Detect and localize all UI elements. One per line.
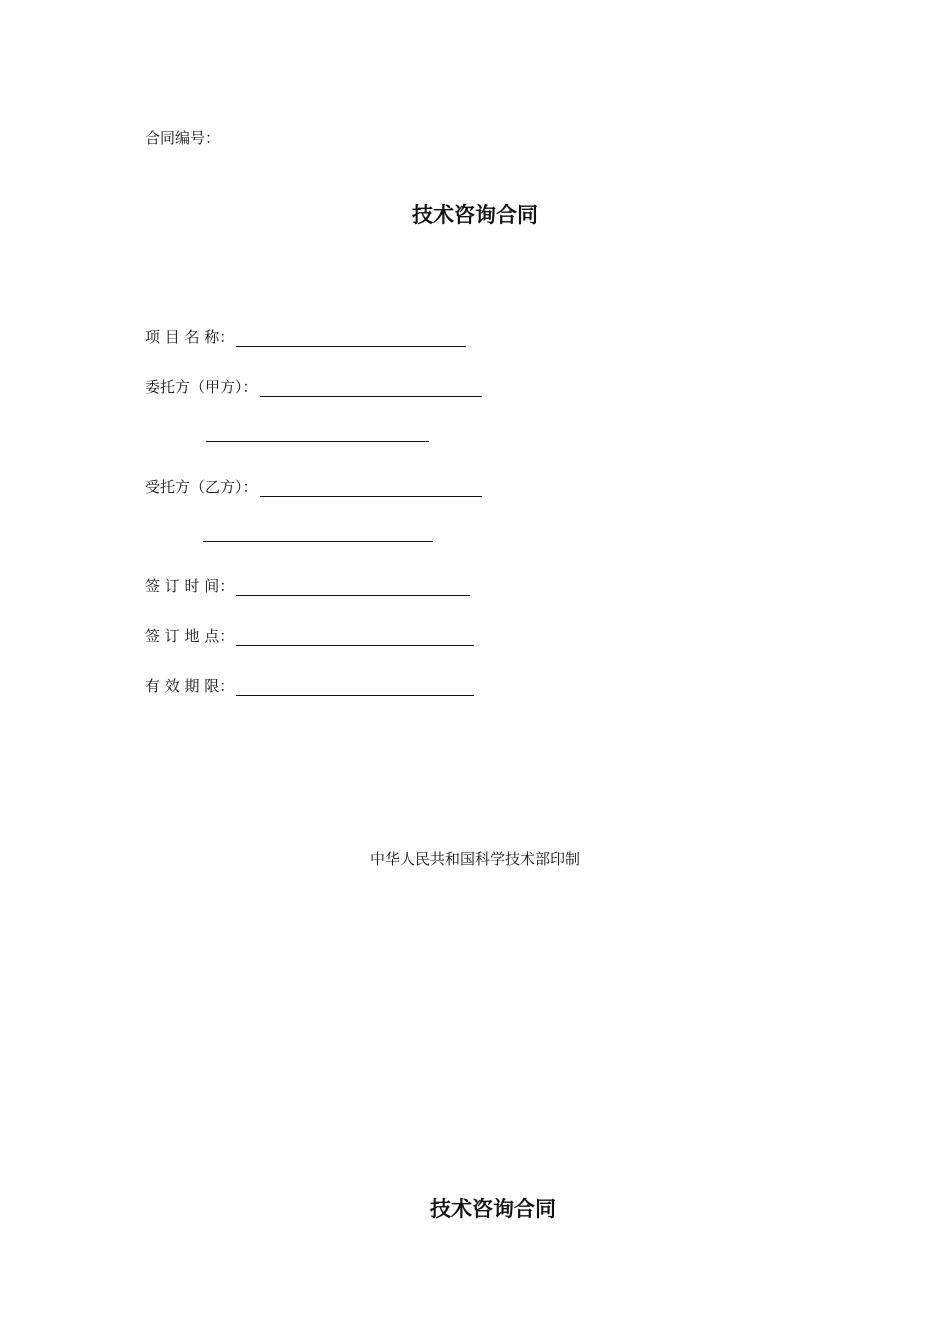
consultant-label: 受托方（乙方）： xyxy=(145,478,258,496)
project-name-label: 项 目 名 称： xyxy=(145,328,235,346)
client-field xyxy=(145,376,482,397)
client-label: 委托方（甲方）： xyxy=(145,378,258,396)
project-name-blank[interactable] xyxy=(236,328,466,347)
project-name-field xyxy=(145,326,466,347)
contract-number-label: 合同编号： xyxy=(145,129,221,147)
consultant-field xyxy=(145,476,482,497)
client-blank-continued[interactable] xyxy=(206,440,429,442)
validity-period-field xyxy=(145,675,474,696)
publisher-note: 中华人民共和国科学技术部印制 xyxy=(369,850,580,868)
signing-time-field xyxy=(145,575,470,596)
signing-place-label: 签 订 地 点： xyxy=(145,627,235,645)
validity-period-label: 有 效 期 限： xyxy=(145,677,235,695)
signing-place-blank[interactable] xyxy=(236,627,474,646)
validity-period-blank[interactable] xyxy=(236,677,474,696)
next-page-title: 技术咨询合同 xyxy=(430,1197,556,1221)
signing-time-blank[interactable] xyxy=(236,577,470,596)
client-blank[interactable] xyxy=(260,378,482,397)
signing-time-label: 签 订 时 间： xyxy=(145,577,235,595)
signing-place-field xyxy=(145,625,474,646)
consultant-blank-continued[interactable] xyxy=(203,540,433,542)
consultant-blank[interactable] xyxy=(260,478,482,497)
document-title: 技术咨询合同 xyxy=(412,203,538,227)
